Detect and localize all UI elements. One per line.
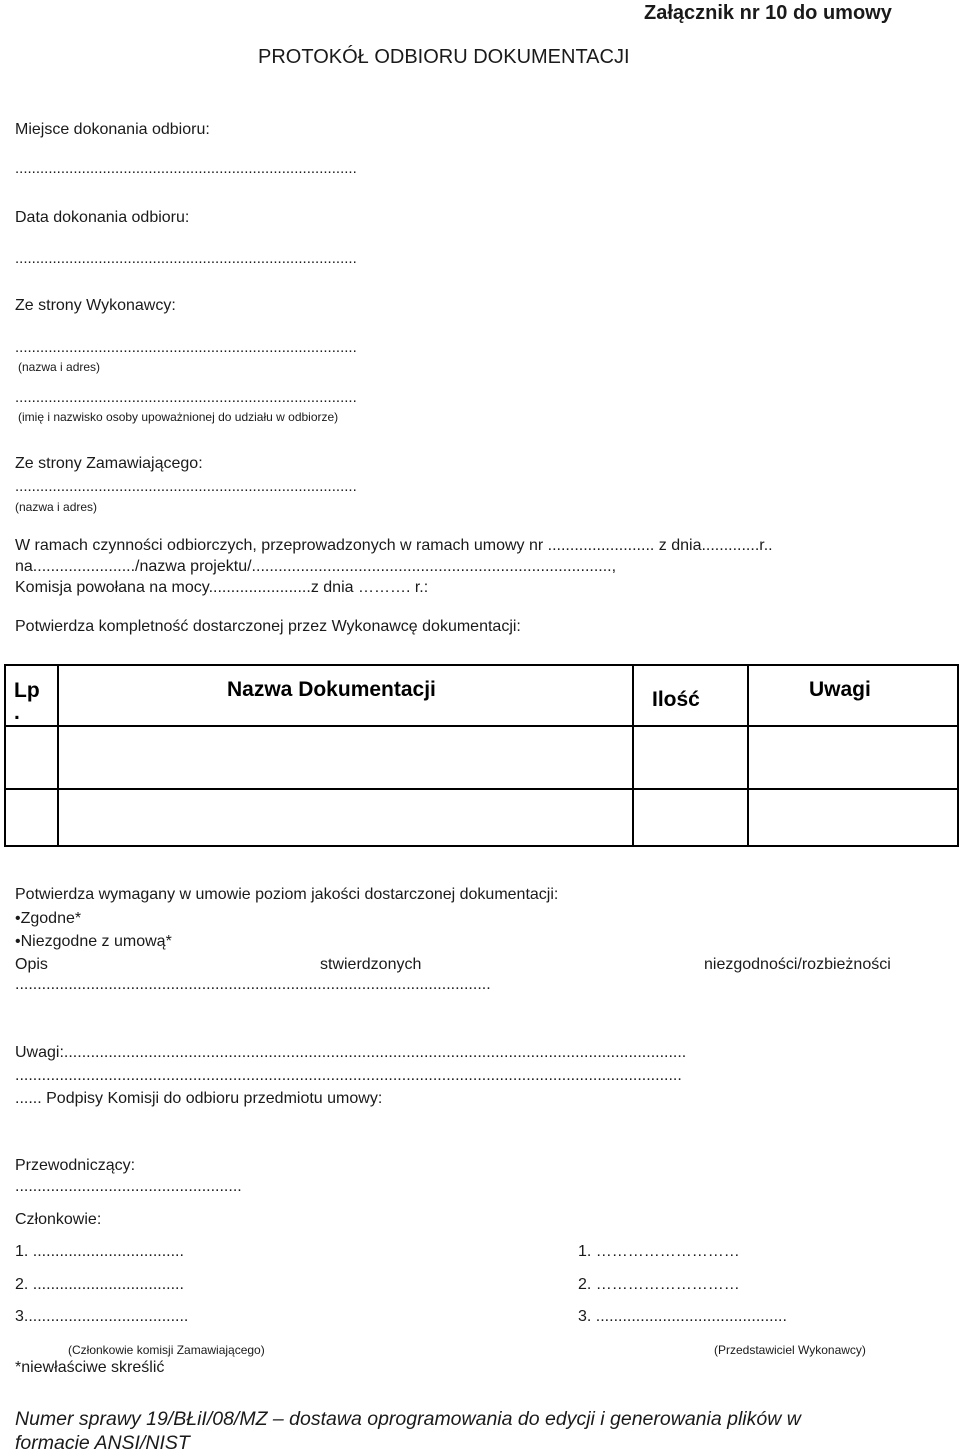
table-row (5, 789, 958, 846)
description-word-2: stwierdzonych (320, 956, 422, 973)
option-noncompliant[interactable]: •Niezgodne z umową* (15, 933, 172, 950)
notes-field[interactable]: Uwagi:............................................................................................................................................ (15, 1044, 687, 1061)
table-cell[interactable] (58, 789, 633, 846)
member-left-2[interactable]: 2. .................................. (15, 1276, 184, 1293)
member-right-3[interactable]: 3. ........................................... (578, 1308, 787, 1325)
completeness-statement: Potwierdza kompletność dostarczonej przez Wykonawcę dokumentacji: (15, 618, 521, 635)
place-field[interactable]: .................................................................................. (15, 160, 357, 177)
member-right-2[interactable]: 2. ……………………… (578, 1276, 740, 1293)
description-word-1: Opis (15, 956, 48, 973)
notes-field-line2[interactable]: ...................................................................................................................................................... (15, 1067, 682, 1084)
table-row (5, 726, 958, 789)
option-compliant-label: Zgodne* (20, 910, 82, 927)
orderer-label: Ze strony Zamawiającego: (15, 455, 203, 472)
quality-heading: Potwierdza wymagany w umowie poziom jakości dostarczonej dokumentacji: (15, 886, 559, 903)
member-left-3[interactable]: 3..................................... (15, 1308, 189, 1325)
committee-line: Komisja powołana na mocy.......................z dnia ………. r.: (15, 579, 429, 596)
header-name: Nazwa Dokumentacji (58, 665, 633, 726)
table-cell[interactable] (5, 789, 58, 846)
signatures-heading: ...... Podpisy Komisji do odbioru przedmiotu umowy: (15, 1090, 383, 1107)
case-number-line-2: formacie ANSI/NIST (15, 1432, 190, 1454)
table-cell[interactable] (633, 789, 748, 846)
member-left-1[interactable]: 1. .................................. (15, 1243, 184, 1260)
place-label: Miejsce dokonania odbioru: (15, 121, 210, 138)
description-word-3: niezgodności/rozbieżności (704, 956, 891, 973)
documentation-table (4, 664, 959, 847)
attachment-label: Załącznik nr 10 do umowy (644, 2, 892, 24)
footnote: *niewłaściwe skreślić (15, 1359, 165, 1376)
contractor-label: Ze strony Wykonawcy: (15, 297, 176, 314)
option-compliant[interactable]: •Zgodne* (15, 910, 82, 927)
table-header-row (5, 665, 958, 726)
option-noncompliant-label: Niezgodne z umową* (20, 933, 172, 950)
header-quantity: Ilość (633, 665, 748, 726)
description-field[interactable]: ........................................................................................................... (15, 976, 491, 993)
document-title: PROTOKÓŁ ODBIORU DOKUMENTACJI (258, 46, 630, 68)
members-label: Członkowie: (15, 1211, 102, 1228)
header-notes: Uwagi (748, 665, 958, 726)
contractor-name-field[interactable]: .................................................................................. (15, 339, 357, 356)
orderer-field[interactable]: .................................................................................. (15, 478, 357, 495)
date-label: Data dokonania odbioru: (15, 209, 190, 226)
project-line: na......................./nazwa projektu/................................................................................., (15, 558, 617, 575)
contractor-person-hint: (imię i nazwisko osoby upoważnionej do udziału w odbiorze) (18, 410, 339, 424)
member-right-1[interactable]: 1. ……………………… (578, 1243, 740, 1260)
table-cell[interactable] (748, 789, 958, 846)
table-cell[interactable] (748, 726, 958, 789)
right-caption: (Przedstawiciel Wykonawcy) (714, 1343, 866, 1357)
table-cell[interactable] (5, 726, 58, 789)
date-field[interactable]: .................................................................................. (15, 250, 357, 267)
table-cell[interactable] (633, 726, 748, 789)
orderer-hint: (nazwa i adres) (15, 500, 98, 514)
contract-line: W ramach czynności odbiorczych, przeprowadzonych w ramach umowy nr ........................ z dnia.............r.. (15, 537, 773, 554)
chair-field[interactable]: ................................................... (15, 1178, 242, 1195)
contractor-person-field[interactable]: .................................................................................. (15, 389, 357, 406)
header-lp: Lp . (5, 665, 58, 726)
table-cell[interactable] (58, 726, 633, 789)
chair-label: Przewodniczący: (15, 1157, 136, 1174)
contractor-name-hint: (nazwa i adres) (18, 360, 101, 374)
case-number-line-1: Numer sprawy 19/BŁiI/08/MZ – dostawa oprogramowania do edycji i generowania plików w (15, 1408, 801, 1430)
left-caption: (Członkowie komisji Zamawiającego) (68, 1343, 265, 1357)
